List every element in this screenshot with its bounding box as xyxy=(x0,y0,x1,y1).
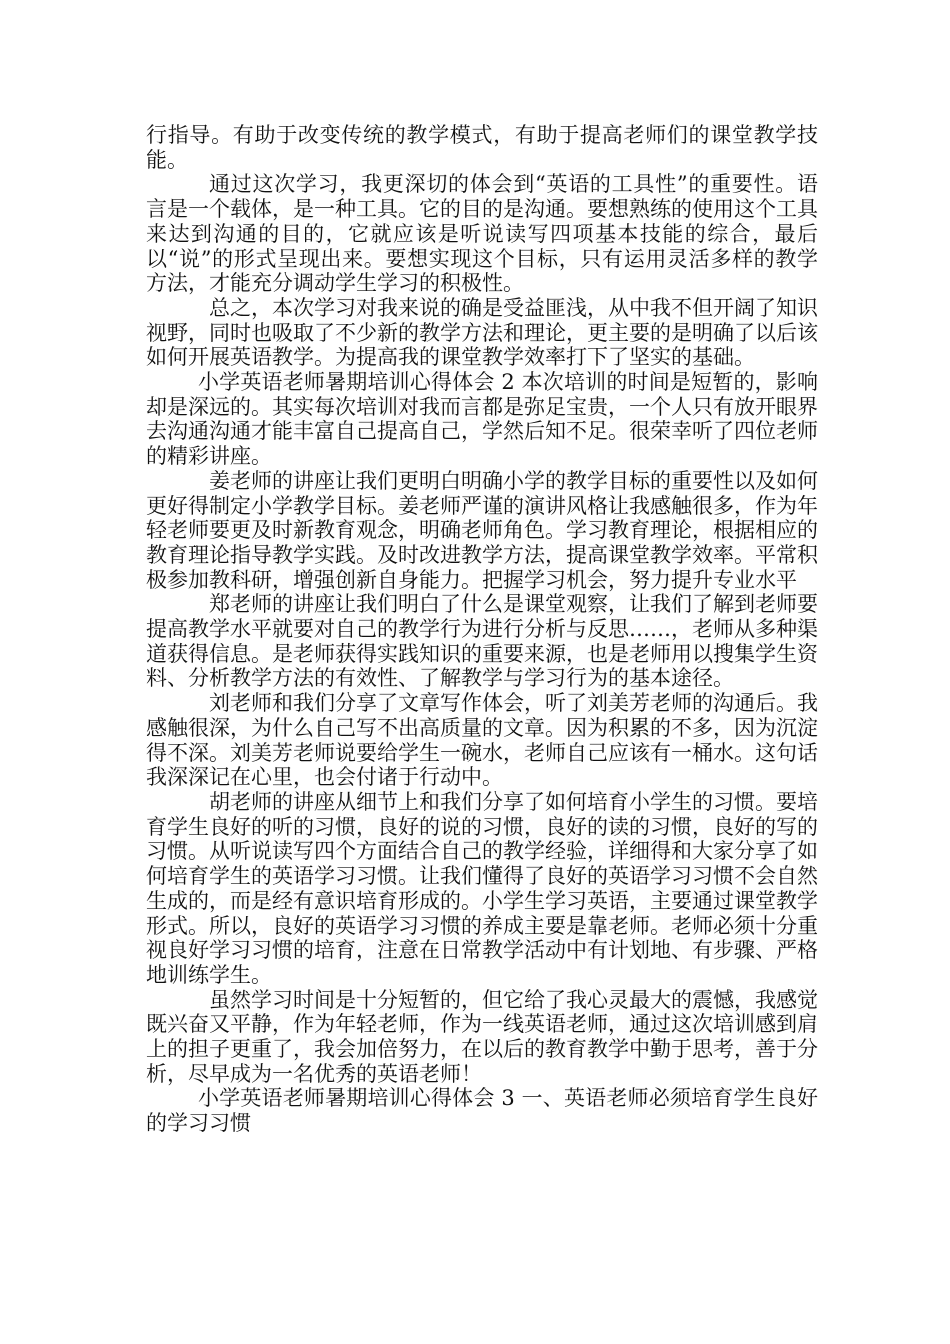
document-body xyxy=(146,123,818,1136)
paragraph-conclusion: 虽然学习时间是十分短暂的，但它给了我心灵最大的震憾，我感觉既兴奋又平静，作为年轻老师，作为一线英语老师，通过这次培训感到肩上的担子更重了，我会加倍努力，在以后的教育教学中勤于思考，善于分析，尽早成为一名优秀的英语老师！ xyxy=(146,987,818,1086)
paragraph-essay-2-heading: 小学英语老师暑期培训心得体会 2 本次培训的时间是短暂的，影响却是深远的。其实每次培训对我而言都是弥足宝贵，一个人只有放开眼界去沟通沟通才能丰富自己提高自己，学然后知不足。很荣幸听了四位老师的精彩讲座。 xyxy=(146,370,818,469)
paragraph-intro-continuation: 行指导。有助于改变传统的教学模式，有助于提高老师们的课堂教学技能。 xyxy=(146,123,818,172)
paragraph-tool-nature: 通过这次学习，我更深切的体会到“英语的工具性”的重要性。语言是一个载体，是一种工具。它的目的是沟通。要想熟练的使用这个工具来达到沟通的目的，它就应该是听说读写四项基本技能的综合，最后以“说”的形式呈现出来。要想实现这个目标，只有运用灵活多样的教学方法，才能充分调动学生学习的积极性。 xyxy=(146,172,818,296)
paragraph-teacher-zheng: 郑老师的讲座让我们明白了什么是课堂观察，让我们了解到老师要提高教学水平就要对自己的教学行为进行分析与反思……，老师从多种渠道获得信息。是老师获得实践知识的重要来源，也是老师用以搜集学生资料、分析教学方法的有效性、了解教学与学习行为的基本途径。 xyxy=(146,592,818,691)
paragraph-teacher-liu: 刘老师和我们分享了文章写作体会，听了刘美芳老师的沟通后。我感触很深，为什么自己写不出高质量的文章。因为积累的不多，因为沉淀得不深。刘美芳老师说要给学生一碗水，老师自己应该有一桶水。这句话我深深记在心里，也会付诸于行动中。 xyxy=(146,691,818,790)
paragraph-teacher-hu: 胡老师的讲座从细节上和我们分享了如何培育小学生的习惯。要培育学生良好的听的习惯，良好的说的习惯，良好的读的习惯，良好的写的习惯。从听说读写四个方面结合自己的教学经验，详细得和大家分享了如何培育学生的英语学习习惯。让我们懂得了良好的英语学习习惯不会自然生成的，而是经有意识培育形成的。小学生学习英语，主要通过课堂教学形式。所以，良好的英语学习习惯的养成主要是靠老师。老师必须十分重视良好学习习惯的培育，注意在日常教学活动中有计划地、有步骤、严格地训练学生。 xyxy=(146,789,818,987)
paragraph-summary: 总之，本次学习对我来说的确是受益匪浅，从中我不但开阔了知识视野，同时也吸取了不少新的教学方法和理论，更主要的是明确了以后该如何开展英语教学。为提高我的课堂教学效率打下了坚实的基础。 xyxy=(146,295,818,370)
paragraph-essay-3-heading: 小学英语老师暑期培训心得体会 3 一、英语老师必须培育学生良好的学习习惯 xyxy=(146,1086,818,1136)
paragraph-teacher-jiang: 姜老师的讲座让我们更明白明确小学的教学目标的重要性以及如何更好得制定小学教学目标。姜老师严谨的演讲风格让我感触很多，作为年轻老师要更及时新教育观念，明确老师角色。学习教育理论，根据相应的教育理论指导教学实践。及时改进教学方法，提高课堂教学效率。平常积极参加教科研，增强创新自身能力。把握学习机会，努力提升专业水平 xyxy=(146,468,818,592)
